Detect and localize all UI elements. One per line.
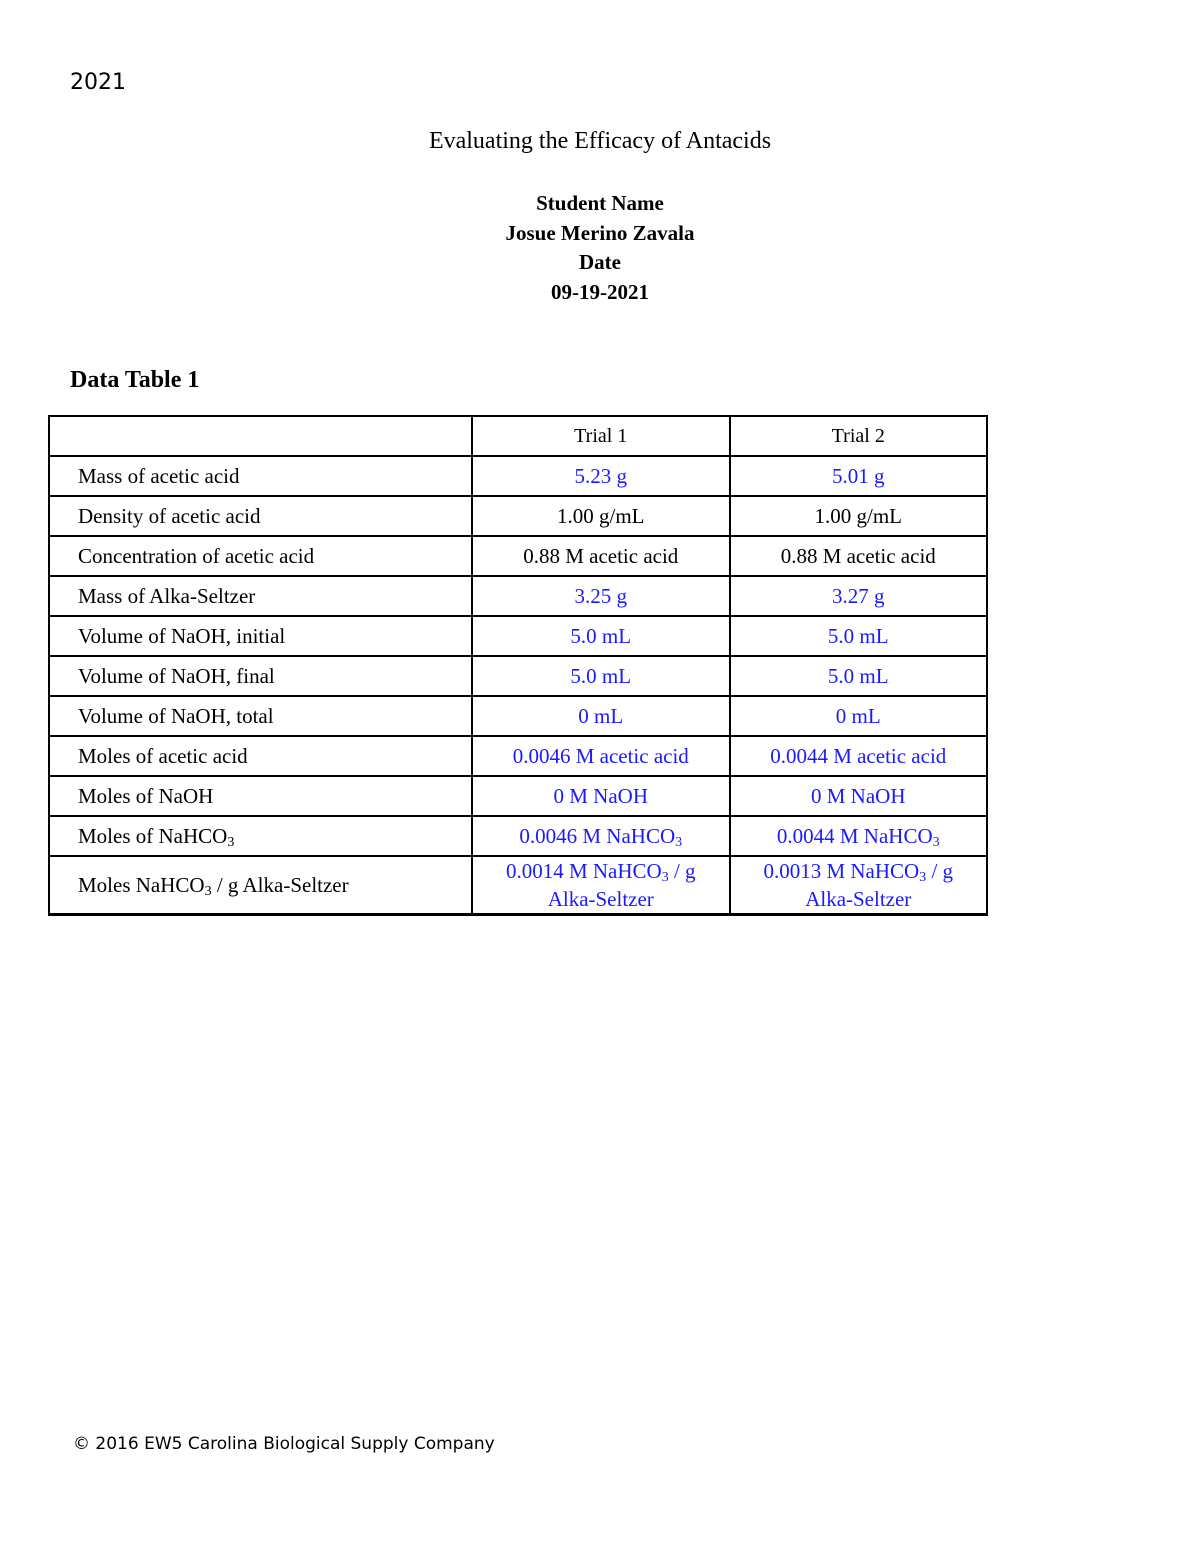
- trial-2-value: [730, 816, 988, 856]
- table-row: [49, 536, 987, 576]
- row-label: [49, 856, 472, 915]
- trial-1-value: 0 mL: [472, 696, 729, 736]
- trial-2-value: [730, 856, 988, 915]
- row-label: Volume of NaOH, total: [49, 696, 472, 736]
- row-label: Mass of Alka-Seltzer: [49, 576, 472, 616]
- subscript: 3: [204, 884, 212, 899]
- row-label: Moles of acetic acid: [49, 736, 472, 776]
- table-header-row: [49, 416, 987, 456]
- document-title: Evaluating the Efficacy of Antacids: [428, 128, 772, 154]
- row-label-text: Moles of NaHCO: [78, 824, 228, 848]
- subscript: 3: [227, 835, 235, 850]
- data-table-heading: Data Table 1: [70, 367, 200, 393]
- row-label-text: Moles NaHCO: [78, 873, 205, 897]
- trial-2-value: 0 mL: [730, 696, 988, 736]
- trial-2-value: 0 M NaOH: [730, 776, 988, 816]
- row-label: Mass of acetic acid: [49, 456, 472, 496]
- trial-1-value: 0.88 M acetic acid: [472, 536, 729, 576]
- date-label: Date: [579, 250, 621, 274]
- value-text: 0.0044 M NaHCO: [776, 824, 933, 848]
- value-suffix: / g: [668, 859, 696, 883]
- trial-1-value: [472, 856, 729, 915]
- value-text: 0.0046 M NaHCO: [519, 824, 676, 848]
- subscript: 3: [661, 870, 669, 885]
- trial-2-value: 5.0 mL: [730, 656, 988, 696]
- trial-1-value: [472, 816, 729, 856]
- data-table-1: [48, 415, 988, 916]
- trial-2-value: 0.88 M acetic acid: [730, 536, 988, 576]
- value-line-2: Alka-Seltzer: [805, 887, 912, 911]
- row-label: Moles of NaOH: [49, 776, 472, 816]
- value-text: 0.0013 M NaHCO: [763, 859, 920, 883]
- trial-1-value: 5.23 g: [472, 456, 729, 496]
- table-row: [49, 856, 987, 915]
- table-row: [49, 816, 987, 856]
- row-label: [49, 816, 472, 856]
- table-row: [49, 736, 987, 776]
- student-name-value: Josue Merino Zavala: [505, 220, 695, 245]
- trial-2-value: 5.0 mL: [730, 616, 988, 656]
- table-corner-cell: [49, 416, 472, 456]
- footer-copyright: © 2016 EW5 Carolina Biological Supply Company: [73, 1434, 495, 1454]
- row-label: Concentration of acetic acid: [49, 536, 472, 576]
- table-row: [49, 456, 987, 496]
- row-label: Volume of NaOH, final: [49, 656, 472, 696]
- subscript: 3: [675, 835, 683, 850]
- student-info-block: [0, 189, 1200, 307]
- table-row: [49, 576, 987, 616]
- subscript: 3: [919, 870, 927, 885]
- row-label-suffix: / g Alka-Seltzer: [211, 873, 349, 897]
- value-text: 0.0014 M NaHCO: [505, 859, 662, 883]
- row-label: Density of acetic acid: [49, 496, 472, 536]
- table-row: [49, 616, 987, 656]
- trial-1-value: 1.00 g/mL: [472, 496, 729, 536]
- trial-1-value: 5.0 mL: [472, 656, 729, 696]
- table-row: [49, 776, 987, 816]
- trial-2-value: 0.0044 M acetic acid: [730, 736, 988, 776]
- table-row: [49, 656, 987, 696]
- trial-2-value: 5.01 g: [730, 456, 988, 496]
- trial-1-value: 5.0 mL: [472, 616, 729, 656]
- row-label: Volume of NaOH, initial: [49, 616, 472, 656]
- date-value: 09-19-2021: [551, 279, 649, 304]
- column-header-trial-1: Trial 1: [472, 416, 729, 456]
- trial-2-value: 1.00 g/mL: [730, 496, 988, 536]
- trial-2-value: 3.27 g: [730, 576, 988, 616]
- student-name-label: Student Name: [536, 191, 664, 215]
- column-header-trial-2: Trial 2: [730, 416, 988, 456]
- trial-1-value: 0.0046 M acetic acid: [472, 736, 729, 776]
- subscript: 3: [932, 835, 940, 850]
- value-line-2: Alka-Seltzer: [547, 887, 654, 911]
- table-row: [49, 696, 987, 736]
- trial-1-value: 3.25 g: [472, 576, 729, 616]
- table-row: [49, 496, 987, 536]
- header-year: 2021: [70, 70, 126, 95]
- value-suffix: / g: [926, 859, 954, 883]
- trial-1-value: 0 M NaOH: [472, 776, 729, 816]
